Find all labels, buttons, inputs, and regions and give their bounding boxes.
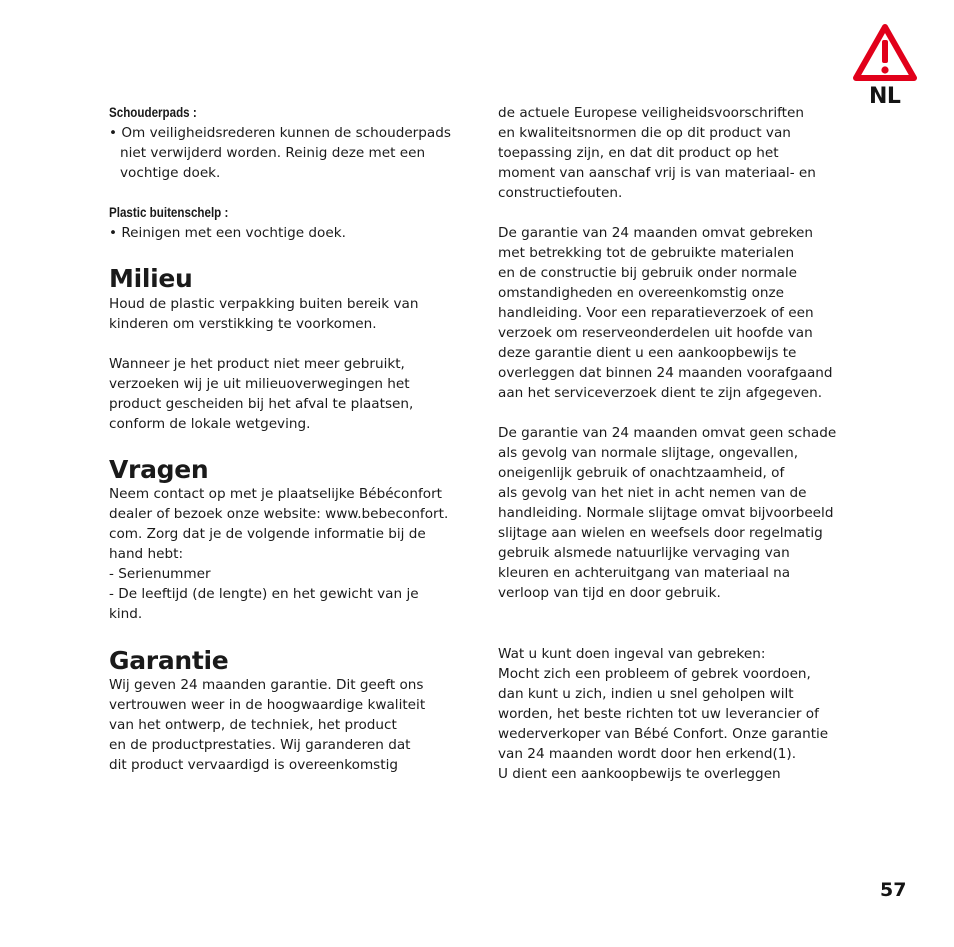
warning-triangle-icon [852,23,918,83]
text-line: deze garantie dient u een aankoopbewijs te [498,345,797,361]
text-line: kleuren en achteruitgang van materiaal na [498,565,791,581]
text-line: aan het serviceverzoek dient te zijn afgegeven. [498,385,823,401]
text-line: de actuele Europese veiligheidsvoorschriften [498,105,804,121]
text-line: hand hebt: [109,546,184,562]
text-line: toepassing zijn, en dat dit product op het [498,145,779,161]
text-line: en de productprestaties. Wij garanderen dat [109,737,411,753]
text-line: gebruik alsmede natuurlijke vervaging van [498,545,790,561]
garantie-heading: Garantie [109,646,229,675]
text-line: - Serienummer [109,566,211,582]
text-line: Wat u kunt doen ingeval van gebreken: [498,646,766,662]
text-line: wederverkoper van Bébé Confort. Onze garantie [498,726,829,742]
text-line: overleggen dat binnen 24 maanden voorafgaand [498,365,833,381]
milieu-heading: Milieu [109,264,193,293]
text-line: Wanneer je het product niet meer gebruikt, [109,356,405,372]
text-line: dan kunt u zich, indien u snel geholpen wilt [498,686,794,702]
vragen-heading: Vragen [109,455,209,484]
shell-label: Plastic buitenschelp : [109,205,229,220]
text-line: Neem contact op met je plaatselijke Bébéconfort [109,486,442,502]
language-label: NL [869,84,901,109]
text-line: en de constructie bij gebruik onder normale [498,265,798,281]
text-line: De garantie van 24 maanden omvat gebreken [498,225,814,241]
text-line: van het ontwerp, de techniek, het product [109,717,397,733]
page-number: 57 [880,879,907,901]
text-line: handleiding. Voor een reparatieverzoek of een [498,305,814,321]
text-line: dit product vervaardigd is overeenkomstig [109,757,398,773]
text-line: met betrekking tot de gebruikte materialen [498,245,795,261]
text-line: en kwaliteitsnormen die op dit product van [498,125,791,141]
text-line: handleiding. Normale slijtage omvat bijvoorbeeld [498,505,834,521]
text-line: verzoek om reserveonderdelen uit hoofde van [498,325,813,341]
text-line: conform de lokale wetgeving. [109,416,311,432]
text-line: verzoeken wij je uit milieuoverwegingen het [109,376,410,392]
text-line: Houd de plastic verpakking buiten bereik van [109,296,419,312]
text-line: U dient een aankoopbewijs te overleggen [498,766,781,782]
text-line: moment van aanschaf vrij is van materiaal- en [498,165,816,181]
text-line: omstandigheden en overeenkomstig onze [498,285,785,301]
text-line: dealer of bezoek onze website: www.bebeconfort. [109,506,449,522]
text-line: kind. [109,606,143,622]
text-line: verloop van tijd en door gebruik. [498,585,721,601]
text-line: • Om veiligheidsrederen kunnen de schouderpads [109,125,451,141]
text-line: constructiefouten. [498,185,623,201]
text-line: als gevolg van normale slijtage, ongevallen, [498,445,799,461]
text-line: com. Zorg dat je de volgende informatie bij de [109,526,426,542]
text-line: vertrouwen weer in de hoogwaardige kwaliteit [109,697,426,713]
text-line: worden, het beste richten tot uw leverancier of [498,706,819,722]
text-line: vochtige doek. [120,165,221,181]
text-line: niet verwijderd worden. Reinig deze met een [120,145,426,161]
text-line: Wij geven 24 maanden garantie. Dit geeft ons [109,677,424,693]
text-line: - De leeftijd (de lengte) en het gewicht van je [109,586,419,602]
text-line: • Reinigen met een vochtige doek. [109,225,346,241]
text-line: van 24 maanden wordt door hen erkend(1). [498,746,797,762]
text-line: oneigenlijk gebruik of onachtzaamheid, of [498,465,785,481]
text-line: als gevolg van het niet in acht nemen van de [498,485,807,501]
text-line: kinderen om verstikking te voorkomen. [109,316,377,332]
text-line: product gescheiden bij het afval te plaatsen, [109,396,414,412]
text-line: De garantie van 24 maanden omvat geen schade [498,425,837,441]
shoulderpads-label: Schouderpads : [109,105,197,120]
text-line: Mocht zich een probleem of gebrek voordoen, [498,666,811,682]
text-line: slijtage aan wielen en weefsels door regelmatig [498,525,823,541]
